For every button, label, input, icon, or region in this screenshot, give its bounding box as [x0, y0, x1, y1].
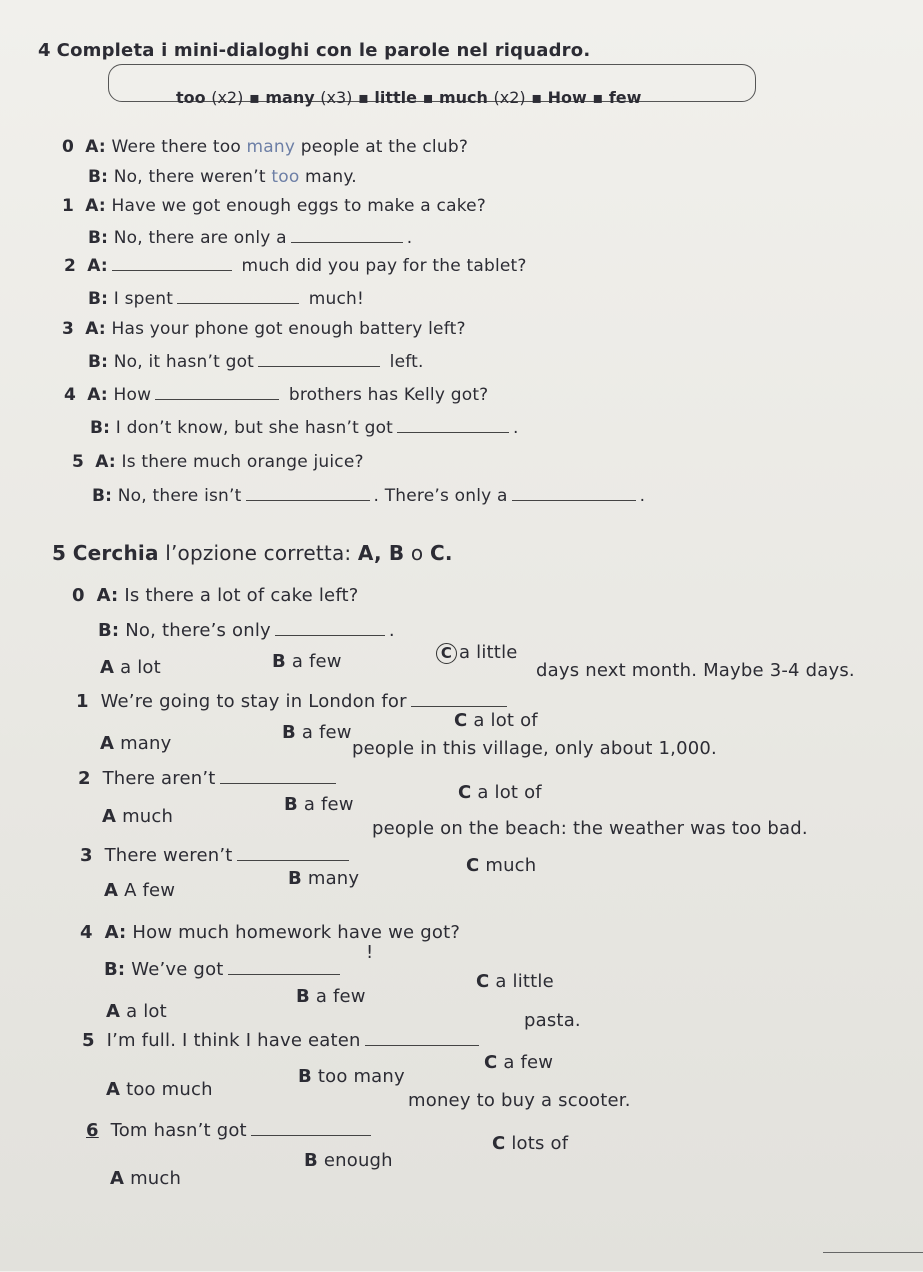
speaker-b: B: — [90, 418, 111, 438]
option-text: a lot — [126, 1001, 167, 1022]
option-letter: C — [454, 710, 468, 731]
answer-blank[interactable] — [246, 499, 370, 501]
answer-blank[interactable] — [397, 431, 509, 433]
word: much — [438, 88, 488, 107]
option-text: a few — [303, 794, 354, 815]
text: many. — [299, 167, 357, 187]
option-letter: B — [296, 986, 310, 1007]
speaker-b: B: — [104, 959, 126, 980]
answer-blank[interactable] — [112, 269, 232, 271]
ex5-item-5-sentence-end — [524, 1010, 581, 1031]
ex5-item-3-option-c[interactable] — [466, 855, 536, 876]
option-text: much — [130, 1168, 182, 1189]
text: money to buy a scooter. — [408, 1090, 631, 1111]
exercise-number: 5 — [52, 541, 67, 565]
word: little — [374, 88, 417, 107]
option-text: a few — [315, 986, 366, 1007]
option-letter: B — [284, 794, 298, 815]
exercise-5-heading — [52, 541, 453, 565]
word-box-words — [176, 88, 641, 107]
item-number: 5 — [82, 1030, 95, 1051]
exercise-title-verb: Cerchia — [72, 541, 159, 565]
bullet: ▪ — [592, 88, 609, 107]
text: people in this village, only about 1,000. — [352, 738, 717, 759]
ex4-item-0-a — [62, 137, 468, 157]
item-number: 2 — [78, 768, 91, 789]
ex5-item-1-sentence-end — [536, 660, 855, 681]
option-letter: A — [100, 733, 115, 754]
speaker-a: A: — [87, 256, 108, 276]
option-text: a little — [459, 642, 518, 663]
speaker-a: A: — [95, 452, 116, 472]
ex5-item-1-option-a[interactable] — [100, 733, 172, 754]
ex5-item-0-option-a[interactable] — [100, 657, 161, 678]
answer-blank[interactable] — [220, 782, 336, 784]
text: Have we got enough eggs to make a cake? — [111, 196, 487, 216]
text: How — [113, 385, 152, 405]
speaker-b: B: — [88, 289, 109, 309]
ex5-item-3-sentence — [80, 845, 353, 866]
ex4-item-3-b — [88, 352, 424, 372]
word: few — [608, 88, 642, 107]
exercise-title-options: A, B — [357, 541, 405, 565]
text: . — [388, 620, 395, 641]
item-number: 0 — [72, 585, 85, 606]
speaker-a: A: — [87, 385, 108, 405]
ex5-item-3-option-b[interactable] — [288, 868, 359, 889]
answer-blank[interactable] — [155, 398, 279, 400]
item-number: 3 — [62, 319, 75, 339]
speaker-b: B: — [98, 620, 120, 641]
option-letter: A — [100, 657, 115, 678]
ex5-item-2-option-c[interactable] — [458, 782, 542, 803]
text: ! — [366, 942, 374, 963]
text: I spent — [113, 289, 174, 309]
option-text: much — [485, 855, 537, 876]
option-text: too many — [317, 1066, 405, 1087]
text: left. — [389, 352, 424, 372]
exercise-title-option-c: C. — [429, 541, 453, 565]
answer-blank[interactable] — [251, 1134, 371, 1136]
answer-blank[interactable] — [365, 1044, 479, 1046]
answer-blank[interactable] — [275, 634, 385, 636]
ex5-item-0-a — [72, 585, 359, 606]
speaker-a: A: — [104, 922, 127, 943]
text: Is there a lot of cake left? — [124, 585, 359, 606]
text: . — [639, 486, 646, 506]
ex5-item-3-sentence-end — [372, 818, 808, 839]
option-text: many — [120, 733, 172, 754]
item-number: 5 — [72, 452, 85, 472]
circled-answer: C — [436, 643, 457, 664]
ex5-item-4-option-a[interactable] — [106, 1001, 167, 1022]
text: I’m full. I think I have eaten — [106, 1030, 361, 1051]
speaker-a: A: — [85, 137, 106, 157]
option-letter: A — [106, 1079, 121, 1100]
item-number: 1 — [62, 196, 75, 216]
text: pasta. — [524, 1010, 581, 1031]
ex5-item-6-option-a[interactable] — [110, 1168, 181, 1189]
answer-text: too — [271, 167, 300, 187]
ex5-item-1-option-b[interactable] — [282, 722, 352, 743]
speaker-b: B: — [88, 228, 109, 248]
ex5-item-3-option-a[interactable] — [104, 880, 175, 901]
text: much did you pay for the tablet? — [241, 256, 527, 276]
option-text: too much — [126, 1079, 213, 1100]
word-count: (x2) — [211, 88, 244, 107]
ex4-item-2-a — [64, 256, 527, 276]
speaker-a: A: — [85, 319, 106, 339]
option-letter: A — [110, 1168, 125, 1189]
answer-blank[interactable] — [258, 365, 380, 367]
option-letter: B — [272, 651, 286, 672]
option-text: a few — [301, 722, 352, 743]
option-text: a little — [495, 971, 554, 992]
ex5-item-2-option-a[interactable] — [102, 806, 173, 827]
text: Is there much orange juice? — [121, 452, 364, 472]
text: I don’t know, but she hasn’t got — [115, 418, 394, 438]
text: No, there weren’t — [113, 167, 272, 187]
ex5-item-5-option-a[interactable] — [106, 1079, 213, 1100]
option-text: much — [122, 806, 174, 827]
ex5-item-4-option-c[interactable] — [476, 971, 554, 992]
option-letter: B — [298, 1066, 312, 1087]
text: days next month. Maybe 3-4 days. — [536, 660, 855, 681]
option-letter: C — [466, 855, 480, 876]
speaker-a: A: — [96, 585, 119, 606]
text: No, there isn’t — [117, 486, 242, 506]
ex4-item-1-b — [88, 228, 412, 248]
answer-blank[interactable] — [228, 973, 340, 975]
ex4-item-4-a — [64, 385, 488, 405]
item-number: 4 — [80, 922, 93, 943]
text: No, it hasn’t got — [113, 352, 255, 372]
option-letter: C — [458, 782, 472, 803]
answer-text: many — [246, 137, 296, 157]
option-letter: B — [288, 868, 302, 889]
option-letter: A — [106, 1001, 121, 1022]
option-text: lots of — [511, 1133, 569, 1154]
option-text: enough — [323, 1150, 393, 1171]
text: much! — [308, 289, 365, 309]
text: Were there too — [111, 137, 247, 157]
speaker-b: B: — [88, 167, 109, 187]
item-number: 2 — [64, 256, 77, 276]
ex5-item-1-sentence — [76, 691, 511, 712]
ex4-item-0-b — [88, 167, 357, 187]
answer-blank[interactable] — [237, 859, 349, 861]
ex5-item-1-option-c[interactable] — [454, 710, 538, 731]
option-letter: B — [282, 722, 296, 743]
text: How much homework have we got? — [132, 922, 461, 943]
text: people at the club? — [295, 137, 469, 157]
text: No, there’s only — [125, 620, 271, 641]
ex5-item-2-sentence — [78, 768, 340, 789]
text: people on the beach: the weather was too bad. — [372, 818, 808, 839]
ex4-item-1-a — [62, 196, 486, 216]
option-letter: A — [102, 806, 117, 827]
answer-blank[interactable] — [177, 302, 299, 304]
item-number: 3 — [80, 845, 93, 866]
ex4-item-3-a — [62, 319, 466, 339]
ex5-item-4-b — [104, 959, 344, 980]
text: Has your phone got enough battery left? — [111, 319, 466, 339]
text: We’re going to stay in London for — [100, 691, 407, 712]
ex5-item-6-option-b[interactable] — [304, 1150, 393, 1171]
option-letter: C — [484, 1052, 498, 1073]
bullet: ▪ — [422, 88, 439, 107]
text: Tom hasn’t got — [110, 1120, 247, 1141]
word: How — [547, 88, 587, 107]
page-edge-scribble — [823, 1252, 923, 1272]
ex5-item-4-a — [80, 922, 460, 943]
word-count: (x3) — [320, 88, 353, 107]
text: We’ve got — [131, 959, 224, 980]
answer-blank[interactable] — [411, 705, 507, 707]
option-text: a lot of — [473, 710, 538, 731]
option-text: A few — [124, 880, 176, 901]
speaker-a: A: — [85, 196, 106, 216]
answer-blank[interactable] — [512, 499, 636, 501]
option-letter: A — [104, 880, 119, 901]
ex5-item-5-sentence — [82, 1030, 483, 1051]
option-letter: C — [492, 1133, 506, 1154]
ex5-item-0-b — [98, 620, 395, 641]
bullet: ▪ — [357, 88, 375, 107]
ex5-item-5-option-b[interactable] — [298, 1066, 405, 1087]
text: No, there are only a — [113, 228, 287, 248]
word: too — [176, 88, 206, 107]
bullet: ▪ — [248, 88, 266, 107]
ex4-item-5-b — [92, 486, 645, 506]
item-number: 0 — [62, 137, 75, 157]
exercise-number: 4 — [38, 40, 51, 61]
bullet: ▪ — [531, 88, 548, 107]
ex4-item-2-b — [88, 289, 364, 309]
word: many — [265, 88, 315, 107]
word-count: (x2) — [493, 88, 526, 107]
text: brothers has Kelly got? — [288, 385, 489, 405]
option-text: a lot — [120, 657, 161, 678]
ex5-item-4-sentence-end — [366, 942, 373, 963]
answer-blank[interactable] — [291, 241, 403, 243]
option-text: a lot of — [477, 782, 542, 803]
exercise-title: l’opzione corretta: — [158, 541, 358, 565]
option-text: many — [307, 868, 360, 889]
item-number: 1 — [76, 691, 89, 712]
exercise-title-or: o — [404, 541, 430, 565]
item-number: 6 — [86, 1120, 99, 1141]
option-letter: C — [476, 971, 490, 992]
speaker-b: B: — [92, 486, 113, 506]
text: . — [513, 418, 519, 438]
text: . — [406, 228, 413, 248]
ex5-item-2-option-b[interactable] — [284, 794, 354, 815]
text: There weren’t — [104, 845, 233, 866]
item-number: 4 — [64, 385, 77, 405]
text: . There’s only a — [373, 486, 508, 506]
ex5-item-0-option-c[interactable] — [436, 642, 518, 664]
option-text: a few — [291, 651, 342, 672]
exercise-4-heading — [38, 40, 590, 61]
ex5-item-2-sentence-end — [352, 738, 717, 759]
ex5-item-5-option-c[interactable] — [484, 1052, 553, 1073]
option-letter: B — [304, 1150, 318, 1171]
option-text: a few — [503, 1052, 554, 1073]
speaker-b: B: — [88, 352, 109, 372]
ex5-item-4-option-b[interactable] — [296, 986, 366, 1007]
ex5-item-0-option-b[interactable] — [272, 651, 342, 672]
ex4-item-5-a — [72, 452, 364, 472]
ex5-item-6-sentence-end — [408, 1090, 631, 1111]
text: There aren’t — [102, 768, 216, 789]
ex4-item-4-b — [90, 418, 519, 438]
ex5-item-6-option-c[interactable] — [492, 1133, 568, 1154]
ex5-item-6-sentence — [86, 1120, 375, 1141]
exercise-title: Completa i mini-dialoghi con le parole nel riquadro. — [56, 40, 591, 61]
